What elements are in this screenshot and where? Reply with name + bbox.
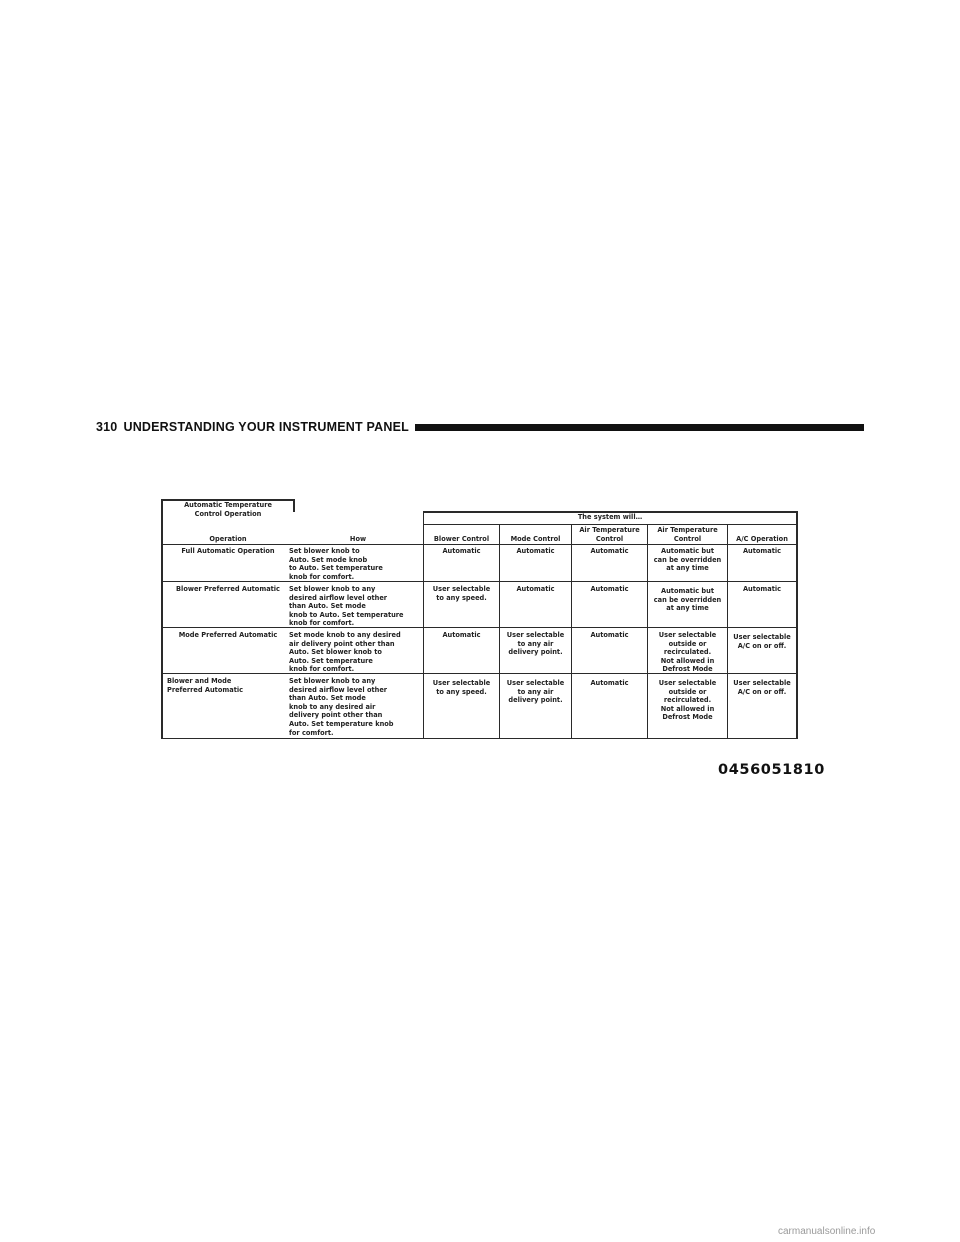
table-row-3-how: Set mode knob to any desired air delivery point other than Auto. Set blower knob to Auto. Set temperature knob for comfort. — [289, 631, 401, 674]
header-rule — [415, 424, 864, 431]
table-row-1-ac: Automatic — [742, 547, 782, 555]
col-divider-override-ac — [727, 524, 728, 739]
table-row-2-air-temp: Automatic — [590, 585, 629, 593]
col-header-operation: Operation — [209, 535, 247, 543]
table-row-4-air-temp-override: User selectable outside or recirculated. Not allowed in Defrost Mode — [658, 679, 717, 722]
table-row-2-air-temp-override: Automatic but can be overridden at any time — [653, 587, 722, 613]
table-row-1-mode: Automatic — [516, 547, 555, 555]
figure-code: 0456051810 — [718, 762, 825, 778]
page-number: 310 — [96, 420, 118, 434]
col-header-air-temp-override: Air Temperature Control — [657, 526, 718, 543]
table-row-1-blower: Automatic — [442, 547, 481, 555]
row-divider-2 — [161, 627, 797, 628]
table-row-4-mode: User selectable to any air delivery point. — [506, 679, 565, 705]
col-header-air-temp: Air Temperature Control — [579, 526, 640, 543]
table-row-4-how: Set blower knob to any desired airflow level other than Auto. Set mode knob to any desired air delivery point other than Auto. Set temperature knob for comfort. — [289, 677, 394, 737]
site-watermark: carmanualsonline.info — [778, 1226, 876, 1237]
table-row-4-blower: User selectable to any speed. — [432, 679, 491, 696]
col-header-mode: Mode Control — [510, 535, 561, 543]
table-title: Automatic Temperature Control Operation — [184, 501, 272, 518]
table-row-2-blower: User selectable to any speed. — [432, 585, 491, 602]
col-header-how: How — [349, 535, 367, 543]
table-row-3-air-temp-override: User selectable outside or recirculated. Not allowed in Defrost Mode — [658, 631, 717, 674]
table-row-3-mode: User selectable to any air delivery point. — [506, 631, 565, 657]
table-row-3-ac: User selectable A/C on or off. — [733, 633, 791, 650]
atc-operation-table — [161, 499, 797, 739]
table-row-4-operation: Blower and Mode Preferred Automatic — [167, 677, 244, 694]
table-row-1-how: Set blower knob to Auto. Set mode knob to Auto. Set temperature knob for comfort. — [289, 547, 383, 581]
table-row-1-air-temp-override: Automatic but can be overridden at any time — [653, 547, 722, 573]
table-row-2-mode: Automatic — [516, 585, 555, 593]
table-row-2-operation: Blower Preferred Automatic — [176, 585, 280, 593]
page-header — [96, 420, 864, 434]
table-row-2-ac: Automatic — [742, 585, 782, 593]
row-divider-1 — [161, 581, 797, 582]
table-row-1-air-temp: Automatic — [590, 547, 629, 555]
col-header-ac: A/C Operation — [736, 535, 788, 543]
table-row-4-air-temp: Automatic — [590, 679, 629, 687]
table-row-1-operation: Full Automatic Operation — [181, 547, 275, 555]
col-divider-how-blower — [423, 511, 424, 739]
section-title: UNDERSTANDING YOUR INSTRUMENT PANEL — [123, 420, 409, 434]
table-row-3-operation: Mode Preferred Automatic — [178, 631, 278, 639]
table-row-4-ac: User selectable A/C on or off. — [733, 679, 791, 696]
table-row-2-how: Set blower knob to any desired airflow level other than Auto. Set mode knob to Auto. Set temperature knob for comfort. — [289, 585, 404, 628]
table-row-3-blower: Automatic — [442, 631, 481, 639]
table-border-right — [796, 511, 798, 739]
table-border-bottom — [161, 738, 797, 740]
group-header: The system will… — [577, 513, 643, 521]
group-header-divider — [423, 524, 797, 525]
title-box-right-edge — [293, 499, 295, 512]
table-row-3-air-temp: Automatic — [590, 631, 629, 639]
header-row-divider — [161, 544, 797, 545]
col-header-blower: Blower Control — [433, 535, 490, 543]
